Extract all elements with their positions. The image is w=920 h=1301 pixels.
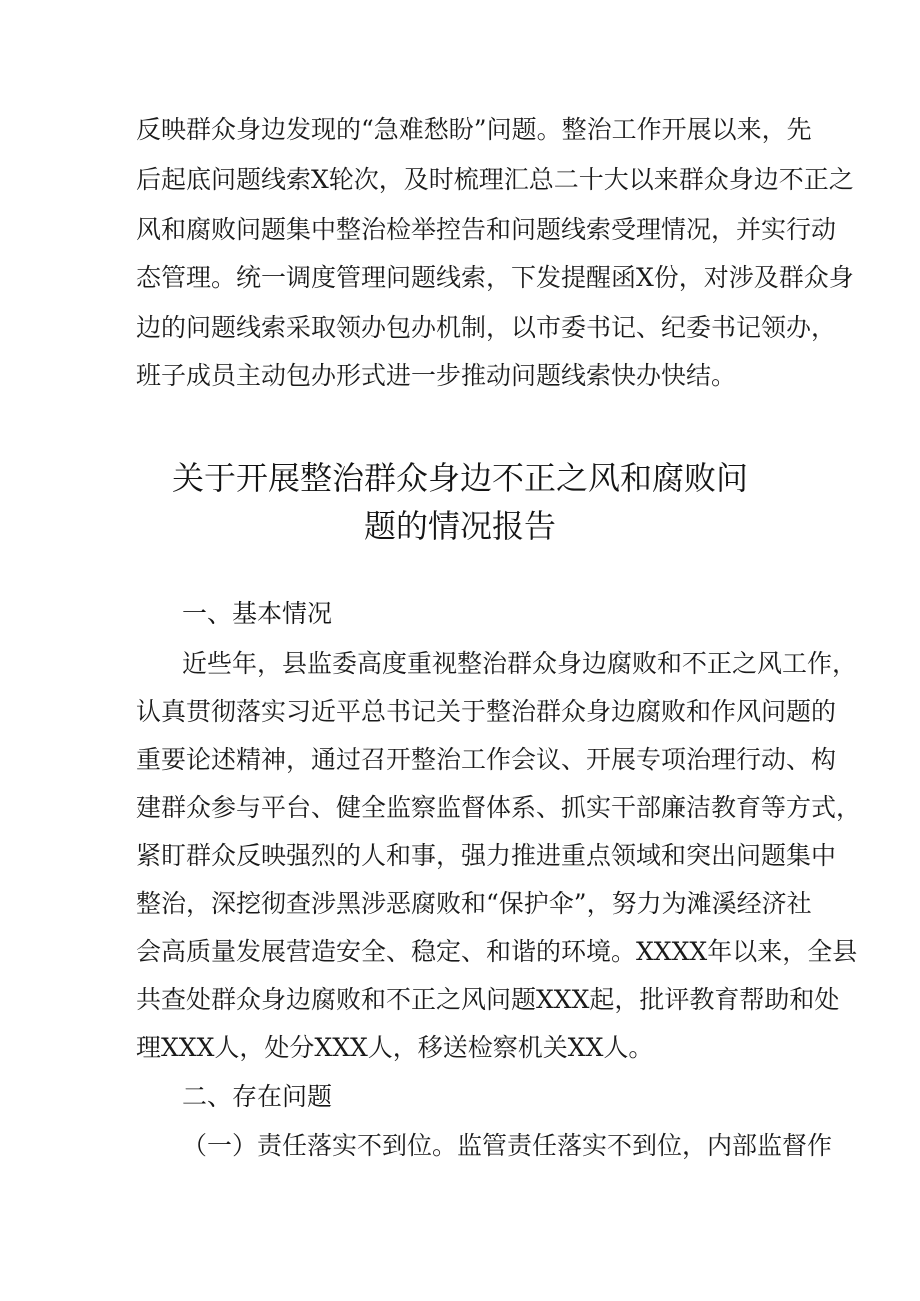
section-1-line-1: 近些年，县监委高度重视整治群众身边腐败和不正之风工作， bbox=[182, 649, 858, 678]
intro-line-3: 风和腐败问题集中整治检举控告和问题线索受理情况，并实行动 bbox=[136, 215, 837, 244]
section-1-line-6: 整治，深挖彻查涉黑涉恶腐败和“保护伞”，努力为滩溪经济社 bbox=[136, 889, 812, 918]
section-1-line-7: 会高质量发展营造安全、稳定、和谐的环境。XXXX年以来，全县 bbox=[136, 937, 858, 966]
intro-line-4: 态管理。统一调度管理问题线索，下发提醒函X份，对涉及群众身 bbox=[136, 263, 854, 292]
section-1-line-4: 建群众参与平台、健全监察监督体系、抓实干部廉洁教育等方式， bbox=[136, 793, 862, 822]
section-1-heading: 一、基本情况 bbox=[182, 599, 333, 628]
document-title-line-2: 题的情况报告 bbox=[363, 507, 556, 545]
document-title-line-1: 关于开展整治群众身边不正之风和腐败问 bbox=[171, 459, 748, 497]
section-1-line-3: 重要论述精神，通过召开整治工作会议、开展专项治理行动、构 bbox=[136, 745, 837, 774]
section-1-line-9: 理XXX人，处分XXX人，移送检察机关XX人。 bbox=[136, 1033, 654, 1062]
intro-line-1: 反映群众身边发现的“急难愁盼”问题。整治工作开展以来，先 bbox=[136, 115, 812, 144]
intro-line-6: 班子成员主动包办形式进一步推动问题线索快办快结。 bbox=[136, 361, 737, 390]
section-2-heading: 二、存在问题 bbox=[182, 1082, 333, 1111]
intro-line-5: 边的问题线索采取领办包办机制，以市委书记、纪委书记领办， bbox=[136, 313, 837, 342]
intro-line-2: 后起底问题线索X轮次，及时梳理汇总二十大以来群众身边不正之 bbox=[136, 165, 854, 194]
section-1-line-5: 紧盯群众反映强烈的人和事，强力推进重点领域和突出问题集中 bbox=[136, 841, 837, 870]
section-2-line-1: （一）责任落实不到位。监管责任落实不到位，内部监督作 bbox=[182, 1131, 833, 1160]
section-1-line-2: 认真贯彻落实习近平总书记关于整治群众身边腐败和作风问题的 bbox=[136, 697, 837, 726]
section-1-line-8: 共查处群众身边腐败和不正之风问题XXX起，批评教育帮助和处 bbox=[136, 985, 840, 1014]
